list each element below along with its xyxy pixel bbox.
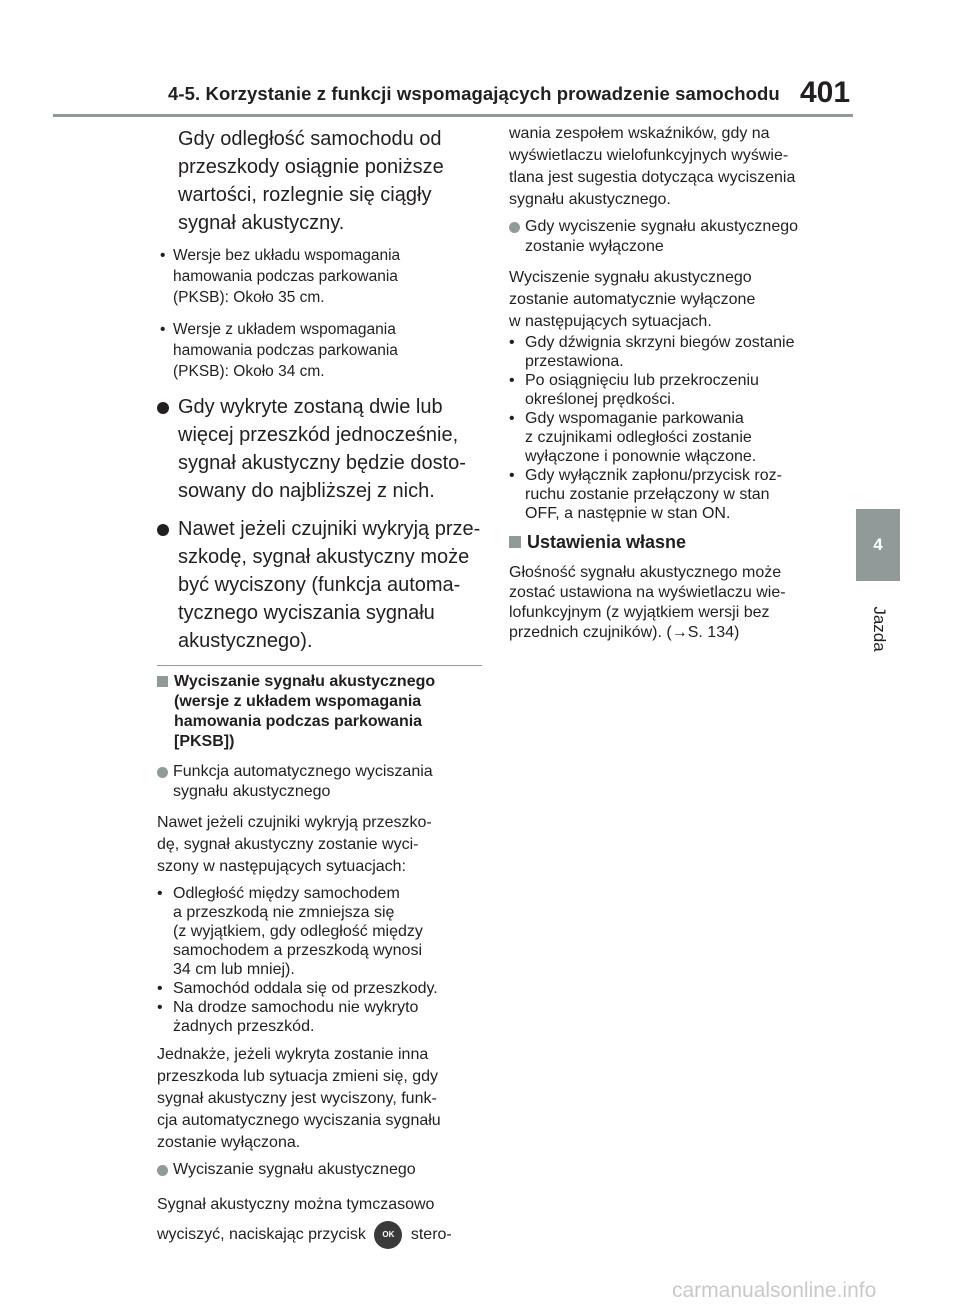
text-line: zostać ustawiona na wyświetlaczu wie- — [509, 584, 786, 601]
text-line: Gdy odległość samochodu od — [178, 128, 442, 150]
text-line: Ustawienia własne — [527, 532, 687, 552]
text-line: Gdy wykryte zostaną dwie lub — [178, 396, 443, 418]
text-line — [157, 1220, 482, 1250]
bullet-dot-icon — [157, 402, 169, 414]
text-fragment: wyciszyć, naciskając przycisk — [157, 1226, 366, 1243]
bullet-mark: • — [157, 980, 163, 997]
text-line: wyświetlaczu wielofunkcyjnych wyświe- — [509, 147, 789, 164]
section-heading-custom-settings — [509, 531, 839, 553]
text-line: wania zespołem wskaźników, gdy na — [509, 125, 770, 142]
text-line: akustycznego). — [178, 630, 313, 652]
text-line: Wersje bez układu wspomagania — [173, 247, 401, 264]
bullet-mark: • — [509, 372, 515, 389]
text-line: (PKSB): Około 35 cm. — [173, 289, 325, 306]
auto-mute-bullet — [157, 515, 482, 655]
list-item — [509, 466, 839, 523]
bullet-mark: • — [160, 247, 166, 264]
text-line: sygnał akustyczny jest wyciszony, funk- — [157, 1090, 437, 1107]
list-item — [157, 884, 482, 979]
list-item — [509, 333, 839, 371]
text-line: sygnał akustyczny. — [178, 212, 345, 234]
text-line: Nawet jeżeli czujniki wykryją przeszko- — [157, 814, 432, 831]
text-line: [PKSB]) — [174, 733, 235, 750]
bullet-dot-icon — [157, 524, 169, 536]
bullet-mark: • — [509, 334, 515, 351]
page-reference-link[interactable]: przednich czujników). (→S. 134) — [509, 624, 740, 641]
chapter-label: Jazda — [870, 606, 889, 652]
text-line: (PKSB): Około 34 cm. — [173, 363, 325, 380]
text-line: dę, sygnał akustyczny zostanie wyci- — [157, 836, 419, 853]
bullet-mark: • — [509, 410, 515, 427]
text-line: Nawet jeżeli czujniki wykryją prze- — [178, 518, 481, 540]
text-line: określonej prędkości. — [525, 391, 676, 408]
text-line: sowany do najbliższej z nich. — [178, 480, 435, 502]
text-line: 34 cm lub mniej). — [173, 961, 295, 978]
text-line: Samochód oddala się od przeszkody. — [173, 980, 438, 997]
text-line: szony w następujących sytuacjach: — [157, 858, 407, 875]
paragraph — [157, 1190, 482, 1250]
ok-button-icon: OK — [374, 1221, 402, 1249]
text-line: cja automatycznego wyciszania sygnału — [157, 1112, 441, 1129]
square-bullet-icon — [509, 536, 521, 548]
text-line: wartości, rozlegnie się ciągły — [178, 184, 432, 206]
watermark: carmanualsonline.info — [672, 1279, 877, 1302]
grey-dot-icon — [157, 767, 168, 778]
section-divider — [157, 665, 482, 666]
grey-dot-icon — [509, 222, 520, 233]
text-line: hamowania podczas parkowania — [173, 268, 398, 285]
list-item — [157, 998, 482, 1036]
text-line: Odległość między samochodem — [173, 885, 400, 902]
text-line: wyłączone i ponownie włączone. — [525, 448, 757, 465]
text-line: sygnału akustycznego. — [509, 191, 671, 208]
version-bullet — [157, 319, 482, 382]
text-line: żadnych przeszkód. — [173, 1018, 315, 1035]
bullet-mark: • — [160, 321, 166, 338]
bullet-mark: • — [157, 999, 163, 1016]
multiple-obstacles-bullet — [157, 393, 482, 505]
text-line: zostanie wyłączona. — [157, 1134, 301, 1151]
text-line: Wyciszanie sygnału akustycznego — [174, 673, 436, 690]
page-number: 401 — [800, 76, 851, 109]
bullet-mark: • — [509, 467, 515, 484]
text-line: szkodę, sygnał akustyczny może — [178, 546, 470, 568]
list-item — [157, 979, 482, 998]
text-line: z czujnikami odległości zostanie — [525, 429, 752, 446]
text-line: być wyciszony (funkcja automa- — [178, 574, 461, 596]
text-line: Wyciszenie sygnału akustycznego — [509, 269, 752, 286]
text-line: zostanie automatycznie wyłączone — [509, 291, 756, 308]
text-line: więcej przeszkód jednocześnie, — [178, 424, 459, 446]
conditions-list — [509, 333, 839, 523]
subheading-muting — [157, 1160, 482, 1180]
text-line: Gdy wyciszenie sygnału akustycznego — [525, 218, 799, 235]
text-line: ruchu zostanie przełączony w stan — [525, 486, 770, 503]
subheading-mute-cancel — [509, 217, 839, 257]
paragraph — [157, 812, 482, 878]
text-line: sygnał akustyczny będzie dosto- — [178, 452, 466, 474]
text-line: samochodem a przeszkodą wynosi — [173, 942, 423, 959]
text-line: Głośność sygnału akustycznego może — [509, 564, 782, 581]
right-column — [509, 123, 839, 649]
text-line: hamowania podczas parkowania — [174, 713, 423, 730]
text-line: Sygnał akustyczny można tymczasowo — [157, 1196, 435, 1213]
text-line: Gdy dźwignia skrzyni biegów zostanie — [525, 334, 795, 351]
list-item — [509, 409, 839, 466]
text-line: Na drodze samochodu nie wykryto — [173, 999, 419, 1016]
header-divider — [53, 114, 853, 117]
text-line: Jednakże, jeżeli wykryta zostanie inna — [157, 1046, 429, 1063]
paragraph — [509, 267, 839, 333]
paragraph — [509, 123, 839, 211]
text-line: hamowania podczas parkowania — [173, 342, 398, 359]
bullet-mark: • — [157, 885, 163, 902]
left-column — [157, 125, 482, 1256]
text-line: Gdy wyłącznik zapłonu/przycisk roz- — [525, 467, 782, 484]
paragraph — [157, 1044, 482, 1154]
square-bullet-icon — [157, 676, 168, 687]
text-line: sygnału akustycznego — [173, 783, 331, 800]
text-line: tlana jest sugestia dotycząca wyciszenia — [509, 169, 796, 186]
text-line: (wersje z układem wspomagania — [174, 693, 422, 710]
text-line: Wersje z układem wspomagania — [173, 321, 396, 338]
paragraph — [509, 563, 839, 643]
text-line: zostanie wyłączone — [525, 238, 664, 255]
text-line: Gdy wspomaganie parkowania — [525, 410, 744, 427]
text-line: tycznego wyciszania sygnału — [178, 602, 435, 624]
text-line: a przeszkodą nie zmniejsza się — [173, 904, 395, 921]
intro-paragraph — [157, 125, 482, 237]
text-line: przeszkoda lub sytuacja zmieni się, gdy — [157, 1068, 439, 1085]
text-line: Funkcja automatycznego wyciszania — [173, 763, 433, 780]
text-line: (z wyjątkiem, gdy odległość między — [173, 923, 423, 940]
version-bullet — [157, 245, 482, 308]
section-heading-muting — [157, 672, 482, 752]
text-line: lofunkcyjnym (z wyjątkiem wersji bez — [509, 604, 770, 621]
text-line: Po osiągnięciu lub przekroczeniu — [525, 372, 759, 389]
chapter-tab[interactable]: 4 — [856, 509, 900, 581]
text-line: przeszkody osiągnie poniższe — [178, 156, 444, 178]
list-item — [509, 371, 839, 409]
text-line: OFF, a następnie w stan ON. — [525, 505, 731, 522]
text-line: w następujących sytuacjach. — [509, 313, 712, 330]
grey-dot-icon — [157, 1165, 168, 1176]
page-header-title: 4-5. Korzystanie z funkcji wspomagających prowadzenie samochodu — [168, 83, 780, 104]
subheading-auto-mute — [157, 762, 482, 802]
text-line: Wyciszanie sygnału akustycznego — [173, 1161, 416, 1178]
conditions-list — [157, 884, 482, 1036]
text-line: przestawiona. — [525, 353, 624, 370]
text-fragment: stero- — [410, 1226, 452, 1243]
